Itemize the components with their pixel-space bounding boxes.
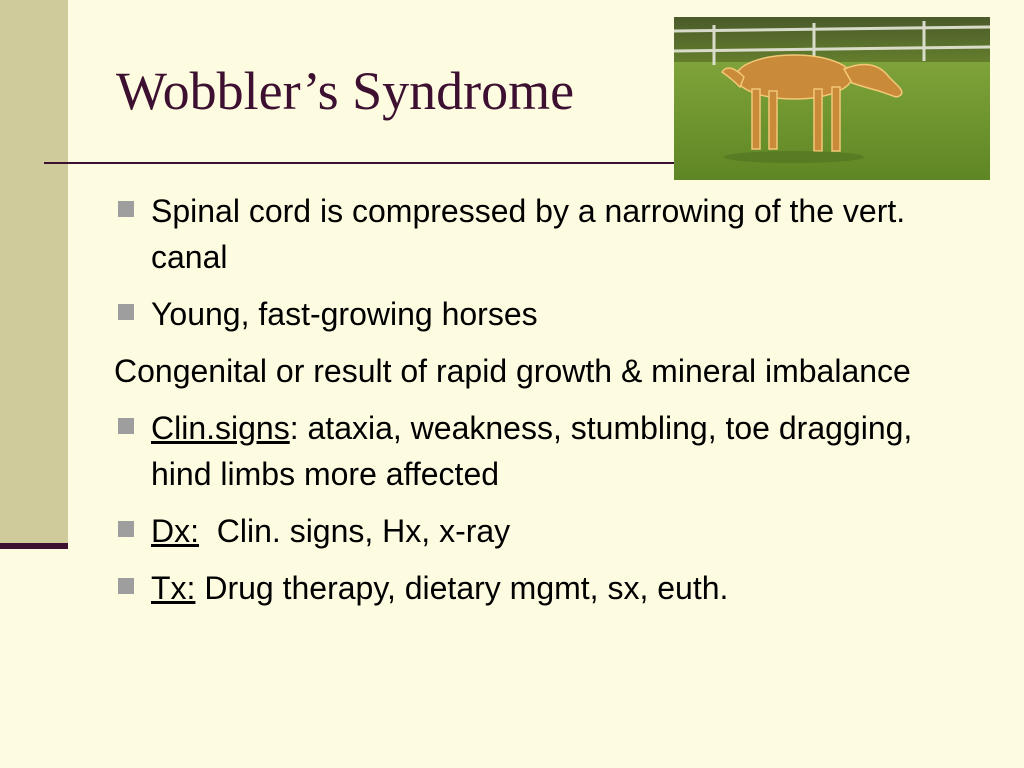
bullet-list [114,188,974,622]
bullet-item: Spinal cord is compressed by a narrowing of the vert. canal [114,188,974,280]
item-label: Tx: [151,570,196,606]
bullet-item: Young, fast-growing horses [114,291,974,337]
bullet-item: Dx: Clin. signs, Hx, x-ray [114,508,974,554]
item-label: Clin.signs [151,410,290,446]
bullet-item: Tx: Drug therapy, dietary mgmt, sx, euth. [114,565,974,611]
foal-photo [674,17,990,180]
left-accent-bar [0,543,68,549]
slide-title: Wobbler’s Syndrome [116,61,575,121]
bullet-item: Clin.signs: ataxia, weakness, stumbling, toe dragging, hind limbs more affected [114,405,974,497]
title-divider [44,162,680,164]
item-label: Dx: [151,513,199,549]
left-decorative-band [0,0,68,543]
plain-item: Congenital or result of rapid growth & mineral imbalance [114,353,911,389]
